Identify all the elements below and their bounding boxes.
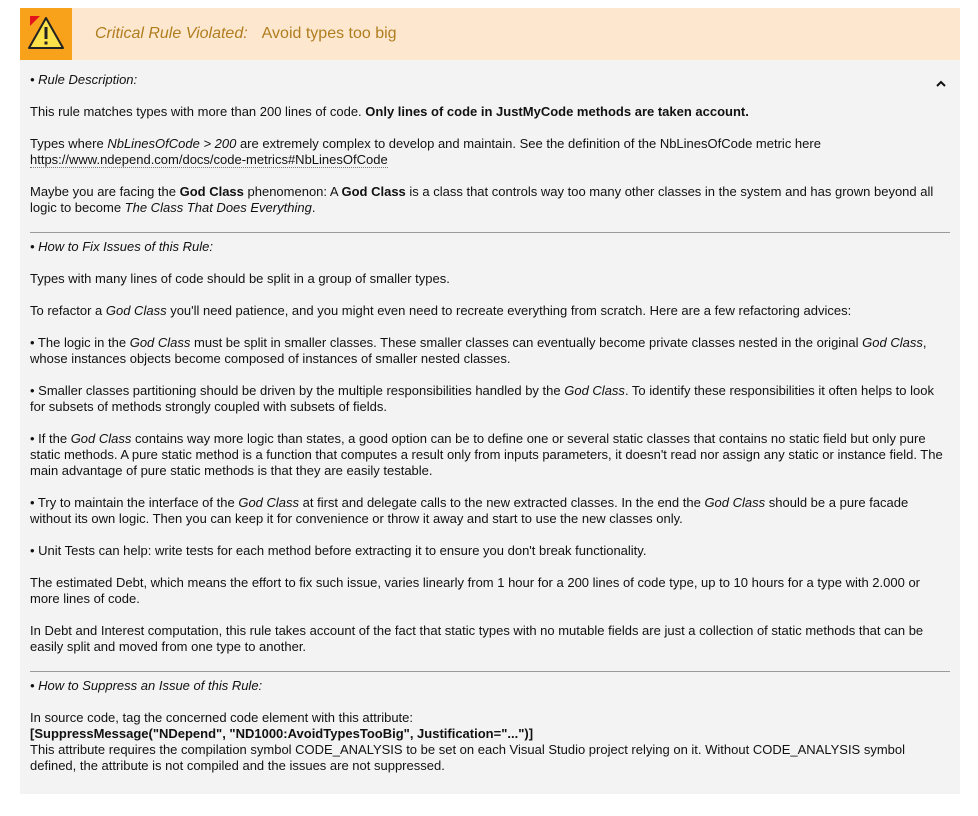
description-p3: Maybe you are facing the God Class phenomenon: A God Class is a class that controls way too many other classes in the system and has grown beyond all logic to become The Class That Does Everything.: [30, 184, 934, 215]
divider: [30, 671, 950, 672]
description-p1: This rule matches types with more than 200 lines of code. Only lines of code in JustMyCode methods are taken account.: [30, 104, 749, 119]
howto-p3: The estimated Debt, which means the effort to fix such issue, varies linearly from 1 hour for a 200 lines of code type, up to 10 hours for a type with 2.000 or more lines of code.: [30, 575, 921, 606]
description-title: • Rule Description:: [30, 72, 138, 87]
suppress-line-1: In source code, tag the concerned code element with this attribute:: [30, 710, 414, 725]
description-p2: Types where NbLinesOfCode > 200 are extremely complex to develop and maintain. See the definition of the NbLinesOfCode metric here https://www.ndepend.com/docs/code-metrics#NbLinesOfCode: [30, 136, 821, 167]
rule-header: [20, 8, 960, 60]
collapse-chevron-up-icon[interactable]: [934, 76, 948, 90]
warning-icon: [20, 8, 72, 60]
suppress-line-3: This attribute requires the compilation symbol CODE_ANALYSIS to be set on each Visual Studio project relying on it. Without CODE_ANALYSIS symbol defined, the attribute is not compiled and the issues are not suppressed.: [30, 742, 906, 773]
howto-bullet-5: • Unit Tests can help: write tests for each method before extracting it to ensure you don't break functionality.: [30, 543, 647, 558]
divider: [30, 232, 950, 233]
howto-p1: Types with many lines of code should be split in a group of smaller types.: [30, 271, 450, 286]
suppress-attribute-code: [SuppressMessage("NDepend", "ND1000:AvoidTypesTooBig", Justification="...")]: [30, 726, 534, 741]
howto-p4: In Debt and Interest computation, this rule takes account of the fact that static types with no mutable fields are just a collection of static methods that can be easily split and moved from one type to another.: [30, 623, 924, 654]
howto-bullet-2: • Smaller classes partitioning should be driven by the multiple responsibilities handled by the God Class. To identify these responsibilities it often helps to look for subsets of methods strongly coupled with subsets of fields.: [30, 383, 934, 414]
howto-bullet-3: • If the God Class contains way more logic than states, a good option can be to define one or several static classes that contains no static field but only pure static methods. A pure static method is a function that computes a result only from inputs parameters, it doesn't read nor assign any static or instance field. The main advantage of pure static methods is that they are easily testable.: [30, 431, 943, 478]
howto-bullet-4: • Try to maintain the interface of the God Class at first and delegate calls to the new extracted classes. In the end the God Class should be a pure facade without its own logic. Then you can keep it for convenience or throw it away and start to use the new classes only.: [30, 495, 909, 526]
howto-bullet-1: • The logic in the God Class must be split in smaller classes. These smaller classes can eventually become private classes nested in the original God Class, whose instances objects become composed of instances of smaller nested classes.: [30, 335, 927, 366]
rule-content: [20, 60, 960, 794]
header-title: Critical Rule Violated:: [95, 25, 248, 42]
howto-title: • How to Fix Issues of this Rule:: [30, 239, 214, 254]
rule-name: Avoid types too big: [261, 25, 397, 42]
howto-p2: To refactor a God Class you'll need patience, and you might even need to recreate everything from scratch. Here are a few refactoring advices:: [30, 303, 852, 318]
metric-link[interactable]: https://www.ndepend.com/docs/code-metrics#NbLinesOfCode: [30, 152, 388, 167]
rule-panel: [20, 8, 960, 794]
suppress-title: • How to Suppress an Issue of this Rule:: [30, 678, 263, 693]
